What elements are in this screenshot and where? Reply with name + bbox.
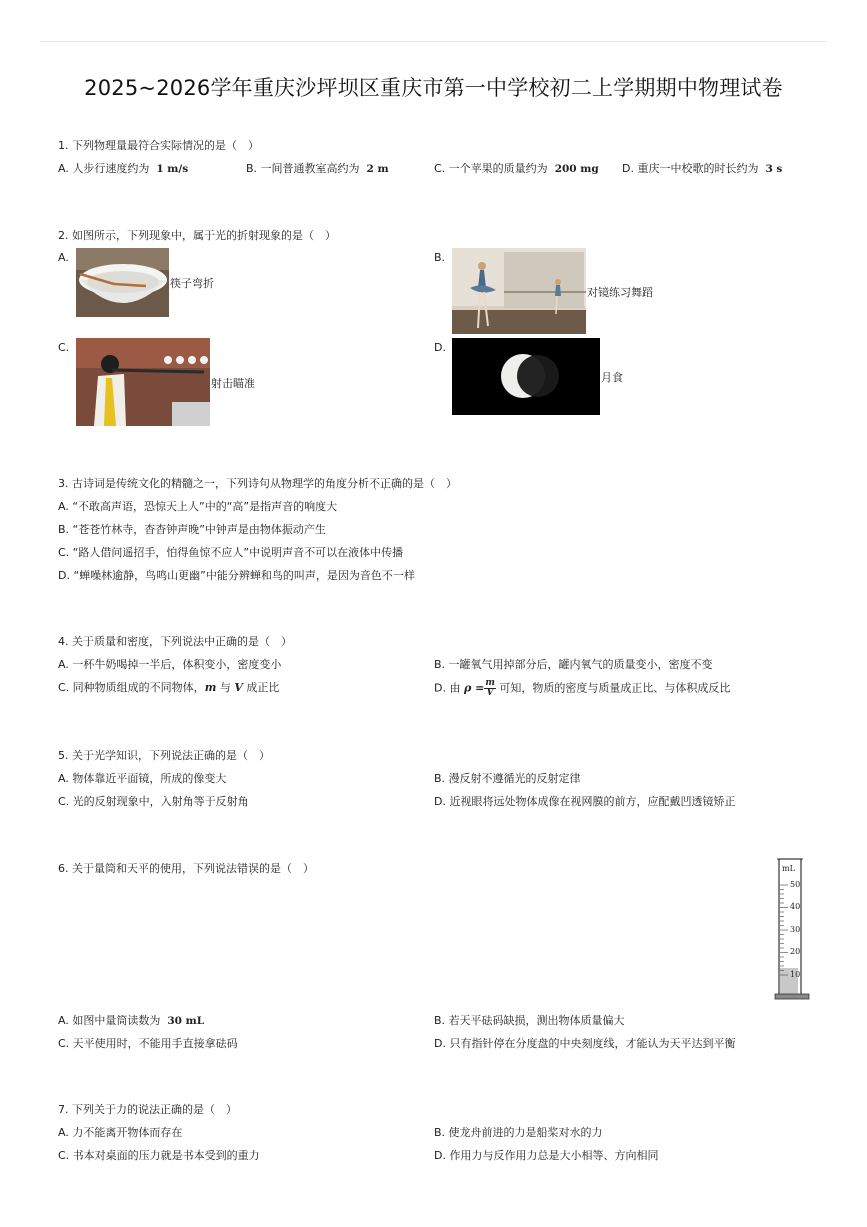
q6-option-c[interactable]: C. 天平使用时，不能用手直接拿砝码 xyxy=(58,1037,238,1050)
q7-option-a[interactable]: A. 力不能离开物体而存在 xyxy=(58,1126,183,1139)
q1-option-c[interactable]: C. 一个苹果的质量约为 200 mg xyxy=(434,162,599,175)
q2-option-c-caption: 射击瞄准 xyxy=(211,377,255,390)
question-1-stem: 1. 下列物理量最符合实际情况的是（ ） xyxy=(58,139,259,152)
q2-option-a-letter[interactable]: A. xyxy=(58,251,69,264)
q3-option-b[interactable]: B. “苍苍竹林寺，杳杳钟声晚”中钟声是由物体振动产生 xyxy=(58,523,326,536)
question-7-stem: 7. 下列关于力的说法正确的是（ ） xyxy=(58,1103,237,1116)
page-title: 2025~2026学年重庆沙坪坝区重庆市第一中学校初二上学期期中物理试卷 xyxy=(84,76,783,100)
ballet-mirror-image xyxy=(452,248,586,334)
q7-option-d[interactable]: D. 作用力与反作用力总是大小相等、方向相同 xyxy=(434,1149,659,1162)
q5-option-c[interactable]: C. 光的反射现象中，入射角等于反射角 xyxy=(58,795,249,808)
q7-option-c[interactable]: C. 书本对桌面的压力就是书本受到的重力 xyxy=(58,1149,260,1162)
cylinder-tick-10: 10 xyxy=(790,970,801,979)
question-3-stem: 3. 古诗词是传统文化的精髓之一，下列诗句从物理学的角度分析不正确 · · ·的是（ ） xyxy=(58,477,457,491)
q2-option-d-letter[interactable]: D. xyxy=(434,341,446,354)
question-6-stem: 6. 关于量筒和天平的使用，下列说法错误 · ·的是（ ） xyxy=(58,862,314,876)
q5-option-a[interactable]: A. 物体靠近平面镜，所成的像变大 xyxy=(58,772,227,785)
q3-option-d[interactable]: D. “蝉噪林逾静，鸟鸣山更幽”中能分辨蝉和鸟的叫声，是因为音色不一样 xyxy=(58,569,415,582)
q1-option-b[interactable]: B. 一间普通教室高约为 2 m xyxy=(246,162,389,175)
q4-option-b[interactable]: B. 一罐氧气用掉部分后，罐内氧气的质量变小，密度不变 xyxy=(434,658,713,671)
emphasis-dots: 不正确 · · · xyxy=(369,477,402,490)
cylinder-tick-50: 50 xyxy=(790,880,801,889)
cylinder-tick-20: 20 xyxy=(790,947,801,956)
question-2-stem: 2. 如图所示，下列现象中，属于光的折射现象的是（ ） xyxy=(58,229,336,242)
q2-option-d-caption: 月食 xyxy=(601,371,623,384)
q5-option-d[interactable]: D. 近视眼将远处物体成像在视网膜的前方，应配戴凹透镜矫正 xyxy=(434,795,736,808)
header-rule xyxy=(40,41,827,42)
q4-option-d[interactable]: D. 由 ρ = $\frac{m}{V}$ 可知，物质的密度与质量成正比、与体积成反比 xyxy=(434,678,731,698)
density-fraction: $\frac{m}{V}$ xyxy=(485,678,495,698)
cylinder-tick-40: 40 xyxy=(790,902,801,911)
chopsticks-bowl-image xyxy=(76,248,169,317)
q2-option-b-letter[interactable]: B. xyxy=(434,251,446,264)
q1-option-d[interactable]: D. 重庆一中校歌的时长约为 3 s xyxy=(622,162,783,175)
q5-option-b[interactable]: B. 漫反射不遵循光的反射定律 xyxy=(434,772,581,785)
emphasis-dots: 错误 · · xyxy=(237,862,259,875)
q1-option-a[interactable]: A. 人步行速度约为 1 m/s xyxy=(58,162,189,175)
q6-option-d[interactable]: D. 只有指针停在分度盘的中央刻度线，才能认为天平达到平衡 xyxy=(434,1037,736,1050)
graduated-cylinder-figure xyxy=(774,856,810,1002)
question-5-stem: 5. 关于光学知识，下列说法正确的是（ ） xyxy=(58,749,270,762)
q4-option-a[interactable]: A. 一杯牛奶喝掉一半后，体积变小，密度变小 xyxy=(58,658,282,671)
shooting-aim-image xyxy=(76,338,210,426)
q6-option-a[interactable]: A. 如图中量筒读数为 30 mL xyxy=(58,1014,205,1027)
cylinder-tick-30: 30 xyxy=(790,925,801,934)
q7-option-b[interactable]: B. 使龙舟前进的力是船桨对水的力 xyxy=(434,1126,603,1139)
cylinder-unit-label: mL xyxy=(782,864,795,873)
q2-option-a-caption: 筷子弯折 xyxy=(170,277,214,290)
q2-option-c-letter[interactable]: C. xyxy=(58,341,70,354)
q3-option-a[interactable]: A. “不敢高声语，恐惊天上人”中的“高”是指声音的响度大 xyxy=(58,500,338,513)
question-4-stem: 4. 关于质量和密度，下列说法中正确的是（ ） xyxy=(58,635,292,648)
q6-option-b[interactable]: B. 若天平砝码缺损，测出物体质量偏大 xyxy=(434,1014,625,1027)
q2-option-b-caption: 对镜练习舞蹈 xyxy=(587,286,653,299)
q3-option-c[interactable]: C. “路人借问遥招手，怕得鱼惊不应人”中说明声音不可以在液体中传播 xyxy=(58,546,404,559)
q4-option-c[interactable]: C. 同种物质组成的不同物体，m 与 V 成正比 xyxy=(58,681,280,694)
lunar-eclipse-image xyxy=(452,338,600,415)
